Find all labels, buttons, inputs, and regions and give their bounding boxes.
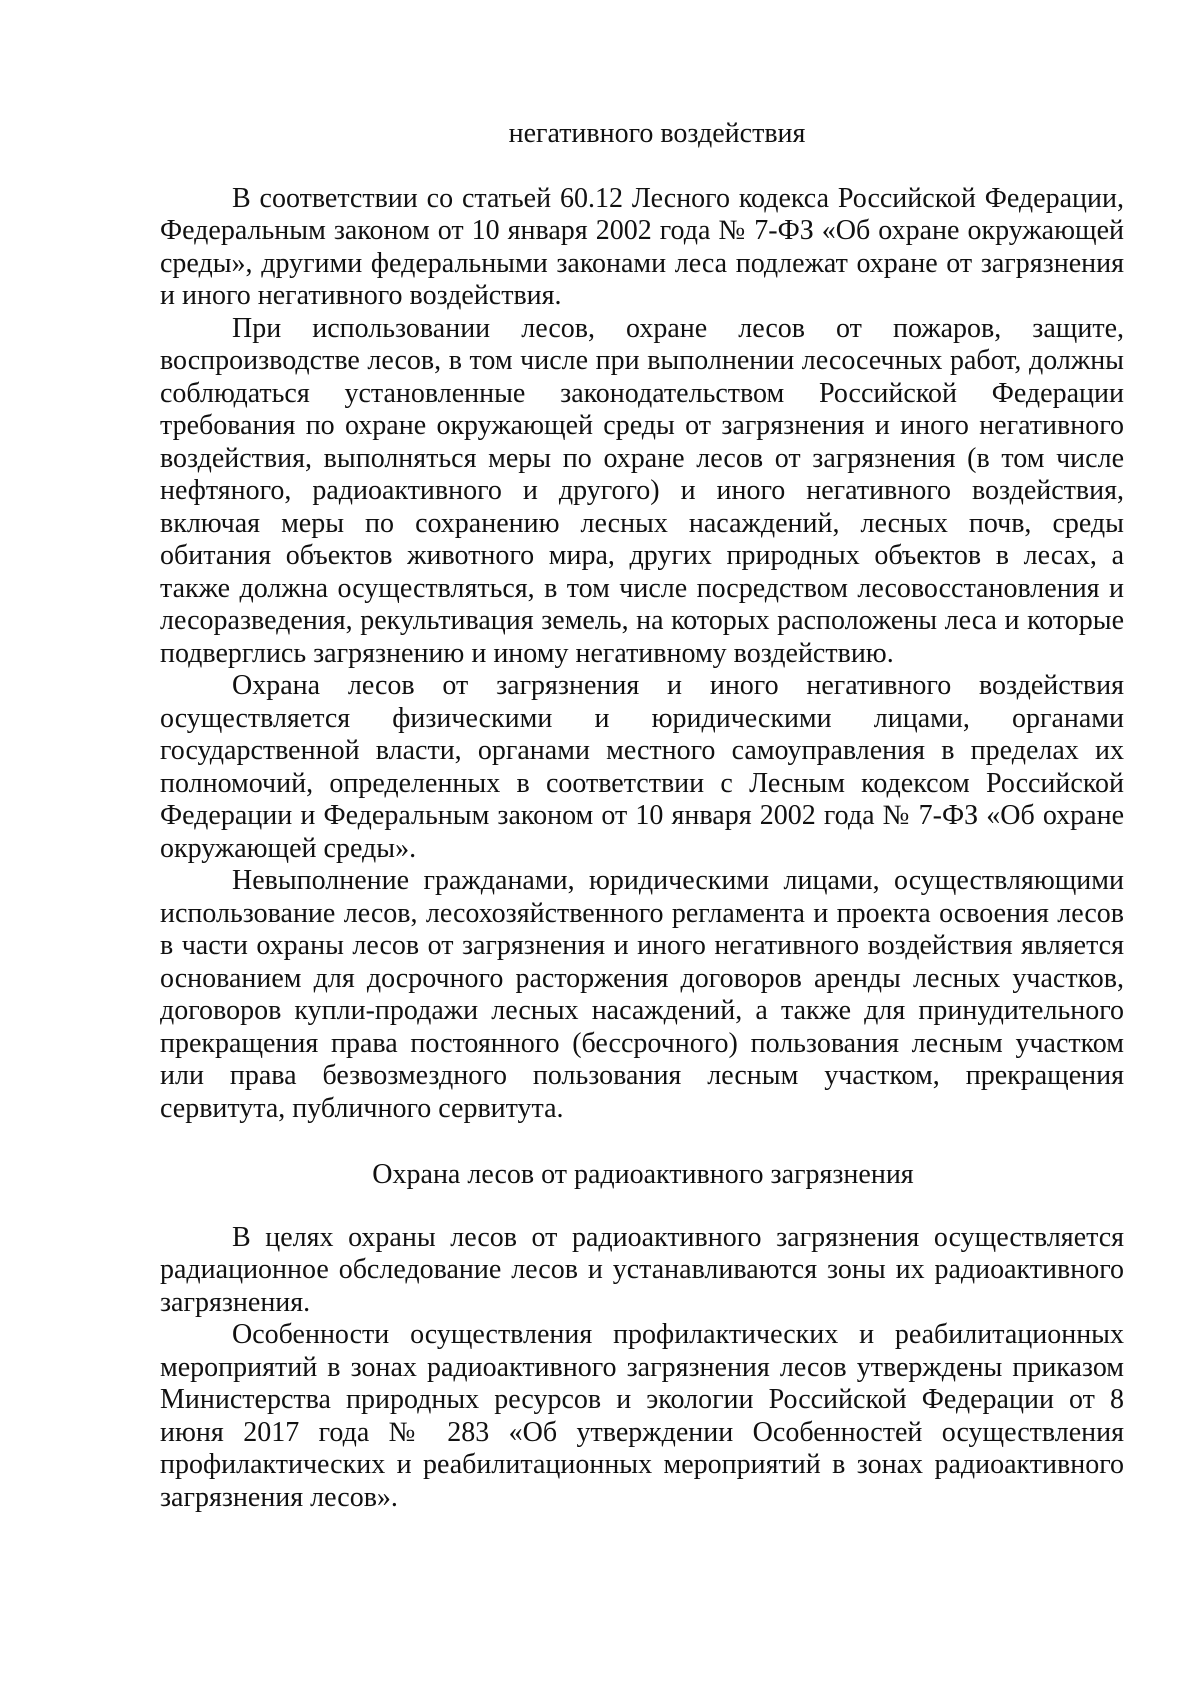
paragraph-legal-basis: В соответствии со статьей 60.12 Лесного кодекса Российской Федерации, Федеральным законом от 10 января 2002 года № 7-ФЗ «Об охране окружающей среды», другими федеральными законами леса подлежат охране от загрязнения и иного негативного воздействия. bbox=[160, 182, 1124, 311]
paragraph-responsible-parties: Охрана лесов от загрязнения и иного негативного воздействия осуществляется физическими и юридическими лицами, органами государственной власти, органами местного самоуправления в пределах их полномочий, определенных в соответствии с Лесным кодексом Российской Федерации и Федеральным законом от 10 января 2002 года № 7-ФЗ «Об охране окружающей среды». bbox=[160, 670, 1124, 864]
section-heading-radioactive: Охрана лесов от радиоактивного загрязнения bbox=[372, 1159, 914, 1190]
document-body bbox=[160, 118, 1124, 1514]
paragraph-non-compliance: Невыполнение гражданами, юридическими лицами, осуществляющими использование лесов, лесохозяйственного регламента и проекта освоения лесов в части охраны лесов от загрязнения и иного негативного воздействия является основанием для досрочного расторжения договоров аренды лесных участков, договоров купли-продажи лесных насаждений, а также для принудительного прекращения права постоянного (бессрочного) пользования лесным участком или права безвозмездного пользования лесным участком, прекращения сервитута, публичного сервитута. bbox=[160, 865, 1124, 1124]
paragraph-radiation-survey: В целях охраны лесов от радиоактивного загрязнения осуществляется радиационное обследование лесов и устанавливаются зоны их радиоактивного загрязнения. bbox=[160, 1221, 1124, 1318]
paragraph-usage-requirements: При использовании лесов, охране лесов от пожаров, защите, воспроизводстве лесов, в том числе при выполнении лесосечных работ, должны соблюдаться установленные законодательством Российской Федерации требования по охране окружающей среды от загрязнения и иного негативного воздействия, выполняться меры по охране лесов от загрязнения (в том числе нефтяного, радиоактивного и другого) и иного негативного воздействия, включая меры по сохранению лесных насаждений, лесных почв, среды обитания объектов животного мира, других природных объектов в лесах, а также должна осуществляться, в том числе посредством лесовосстановления и лесоразведения, рекультивация земель, на которых расположены леса и которые подверглись загрязнению и иному негативному воздействию. bbox=[160, 312, 1124, 669]
section-heading-negative-impact: негативного воздействия bbox=[508, 118, 806, 149]
paragraph-ministry-order: Особенности осуществления профилактических и реабилитационных мероприятий в зонах радиоактивного загрязнения лесов утверждены приказом Министерства природных ресурсов и экологии Российской Федерации от 8 июня 2017 года № 283 «Об утверждении Особенностей осуществления профилактических и реабилитационных мероприятий в зонах радиоактивного загрязнения лесов». bbox=[160, 1319, 1124, 1513]
